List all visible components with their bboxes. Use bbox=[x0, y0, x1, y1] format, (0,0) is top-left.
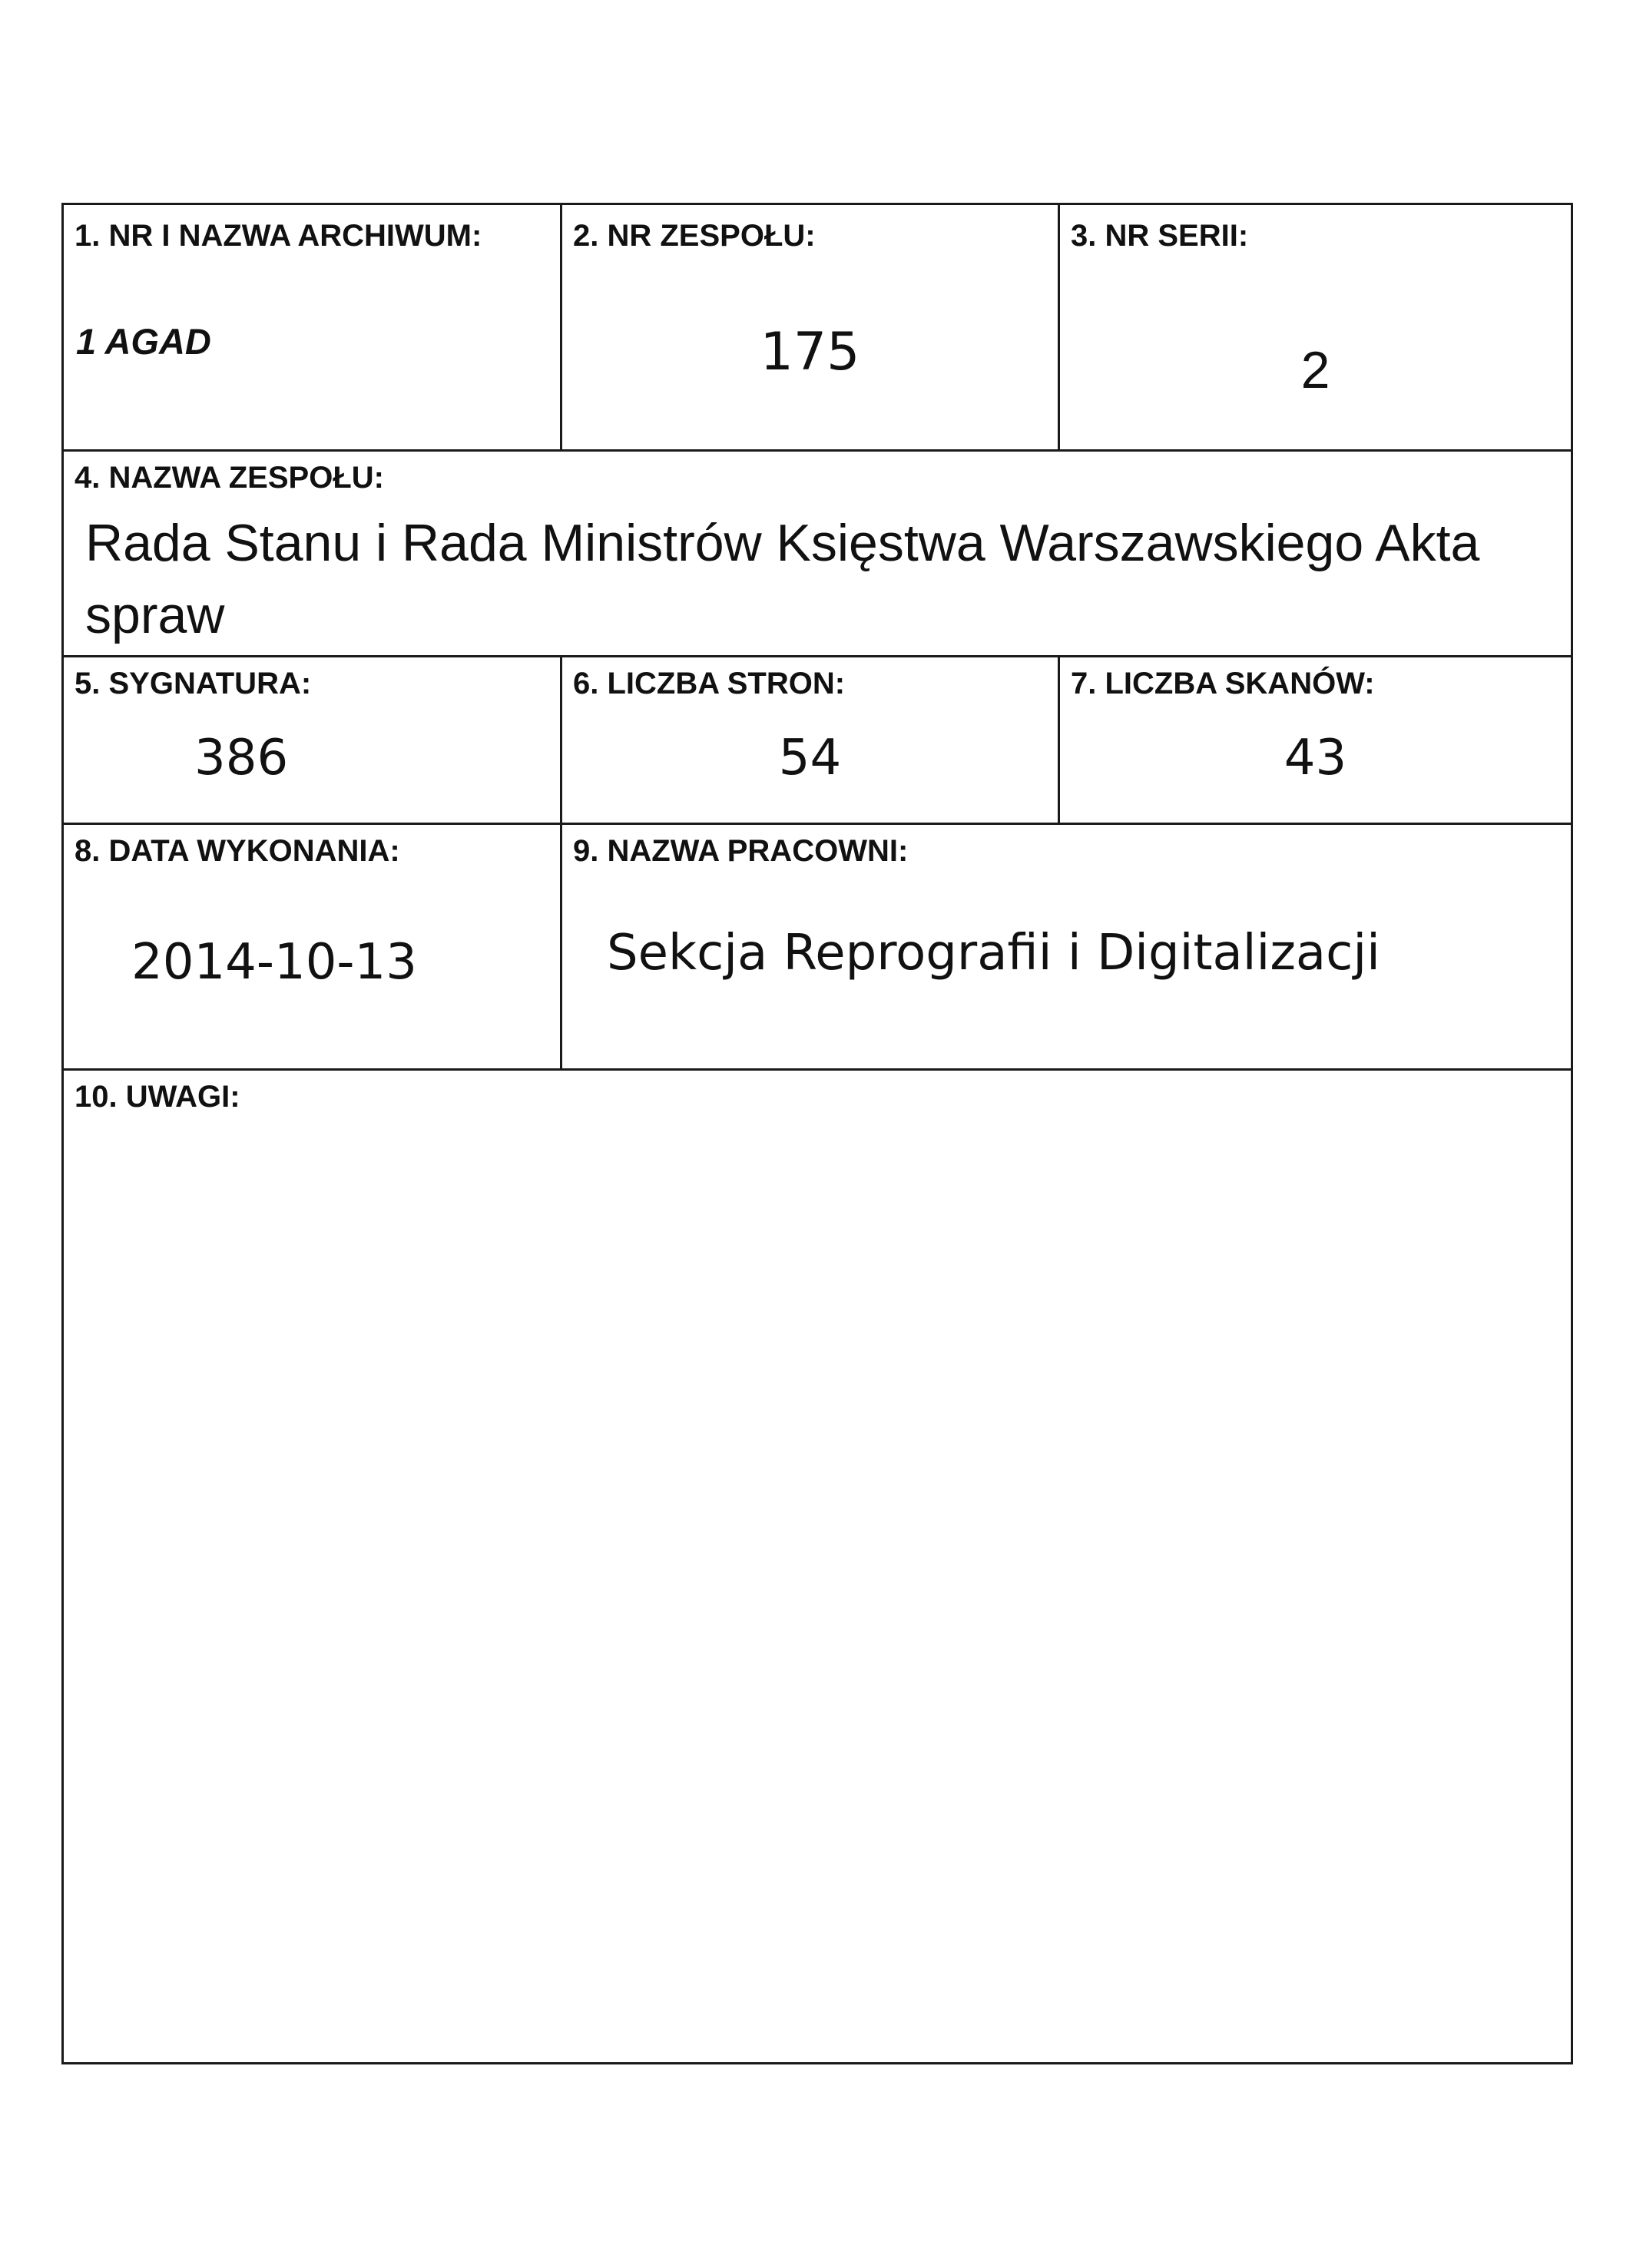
fonds-name-cell bbox=[64, 452, 1571, 655]
archive-value: 1 AGAD bbox=[76, 321, 211, 362]
scan-count-label: 7. LICZBA SKANÓW: bbox=[1071, 667, 1375, 700]
date-cell bbox=[64, 825, 560, 1068]
workshop-value: Sekcja Reprografii i Digitalizacji bbox=[607, 925, 1380, 982]
fonds-number-value: 175 bbox=[760, 322, 860, 382]
date-value: 2014-10-13 bbox=[131, 934, 417, 991]
series-number-value: 2 bbox=[1300, 341, 1330, 399]
fonds-name-value: Rada Stanu i Rada Ministrów Księstwa Warszawskiego Akta spraw bbox=[85, 514, 1480, 644]
page-count-label: 6. LICZBA STRON: bbox=[573, 667, 846, 700]
page-count-value: 54 bbox=[778, 730, 842, 786]
scan-count-cell bbox=[1060, 657, 1571, 823]
page-count-cell bbox=[562, 657, 1058, 823]
remarks-label: 10. UWAGI: bbox=[75, 1080, 240, 1114]
archive-metadata-form bbox=[61, 203, 1573, 2064]
signature-label: 5. SYGNATURA: bbox=[75, 667, 312, 700]
series-number-cell bbox=[1060, 205, 1571, 449]
signature-value: 386 bbox=[194, 730, 289, 786]
fonds-number-label: 2. NR ZESPOŁU: bbox=[573, 219, 816, 253]
remarks-cell bbox=[64, 1071, 1571, 2062]
archive-cell bbox=[64, 205, 560, 449]
fonds-number-cell bbox=[562, 205, 1058, 449]
fonds-name-label: 4. NAZWA ZESPOŁU: bbox=[75, 461, 384, 495]
workshop-cell bbox=[562, 825, 1571, 1068]
signature-cell bbox=[64, 657, 560, 823]
scan-count-value: 43 bbox=[1284, 730, 1347, 786]
date-label: 8. DATA WYKONANIA: bbox=[75, 834, 400, 868]
archive-label: 1. NR I NAZWA ARCHIWUM: bbox=[75, 219, 482, 253]
workshop-label: 9. NAZWA PRACOWNI: bbox=[573, 834, 909, 868]
series-number-label: 3. NR SERII: bbox=[1071, 219, 1249, 253]
